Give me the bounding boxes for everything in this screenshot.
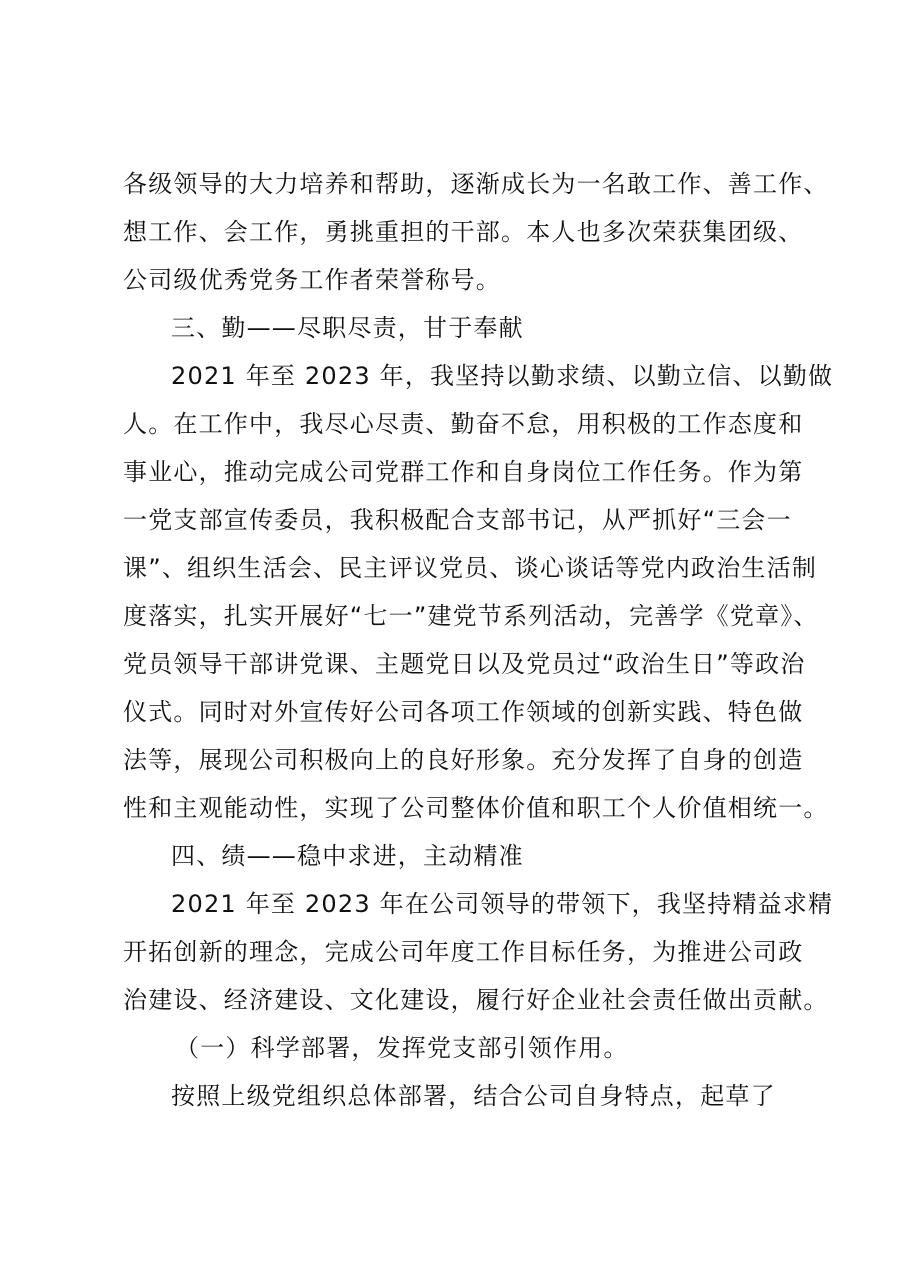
paragraph-line: 课”、组织生活会、民主评议党员、谈心谈话等党内政治生活制 (123, 554, 818, 582)
paragraph-line: 各级领导的大力培养和帮助，逐渐成长为一名敢工作、善工作、 (123, 170, 829, 198)
paragraph-line: 2021 年至 2023 年，我坚持以勤求绩、以勤立信、以勤做 (171, 362, 834, 390)
paragraph-line: 2021 年至 2023 年在公司领导的带领下，我坚持精益求精 (171, 890, 834, 918)
paragraph-line: 按照上级党组织总体部署，结合公司自身特点，起草了 (171, 1082, 776, 1110)
section-heading: 四、绩——稳中求进，主动精准 (171, 842, 524, 870)
paragraph-line: 想工作、会工作，勇挑重担的干部。本人也多次荣获集团级、 (123, 218, 804, 246)
paragraph-line: 公司级优秀党务工作者荣誉称号。 (123, 266, 501, 294)
paragraph-line: 一党支部宣传委员，我积极配合支部书记，从严抓好“三会一 (123, 506, 792, 534)
paragraph-line: 开拓创新的理念，完成公司年度工作目标任务，为推进公司政 (123, 938, 804, 966)
paragraph-line: 性和主观能动性，实现了公司整体价值和职工个人价值相统一。 (123, 794, 829, 822)
paragraph-line: 法等，展现公司积极向上的良好形象。充分发挥了自身的创造 (123, 746, 804, 774)
document-body (123, 160, 834, 1120)
paragraph-line: 度落实，扎实开展好“七一”建党节系列活动，完善学《党章》、 (123, 602, 819, 630)
subsection-heading: （一）科学部署，发挥党支部引领作用。 (175, 1034, 629, 1062)
paragraph-line: 党员领导干部讲党课、主题党日以及党员过“政治生日”等政治 (123, 650, 806, 678)
paragraph-line: 仪式。同时对外宣传好公司各项工作领域的创新实践、特色做 (123, 698, 804, 726)
paragraph-line: 人。在工作中，我尽心尽责、勤奋不怠，用积极的工作态度和 (123, 410, 804, 438)
paragraph-line: 治建设、经济建设、文化建设，履行好企业社会责任做出贡献。 (123, 986, 829, 1014)
paragraph-line: 事业心，推动完成公司党群工作和自身岗位工作任务。作为第 (123, 458, 804, 486)
section-heading: 三、勤——尽职尽责，甘于奉献 (171, 314, 524, 342)
